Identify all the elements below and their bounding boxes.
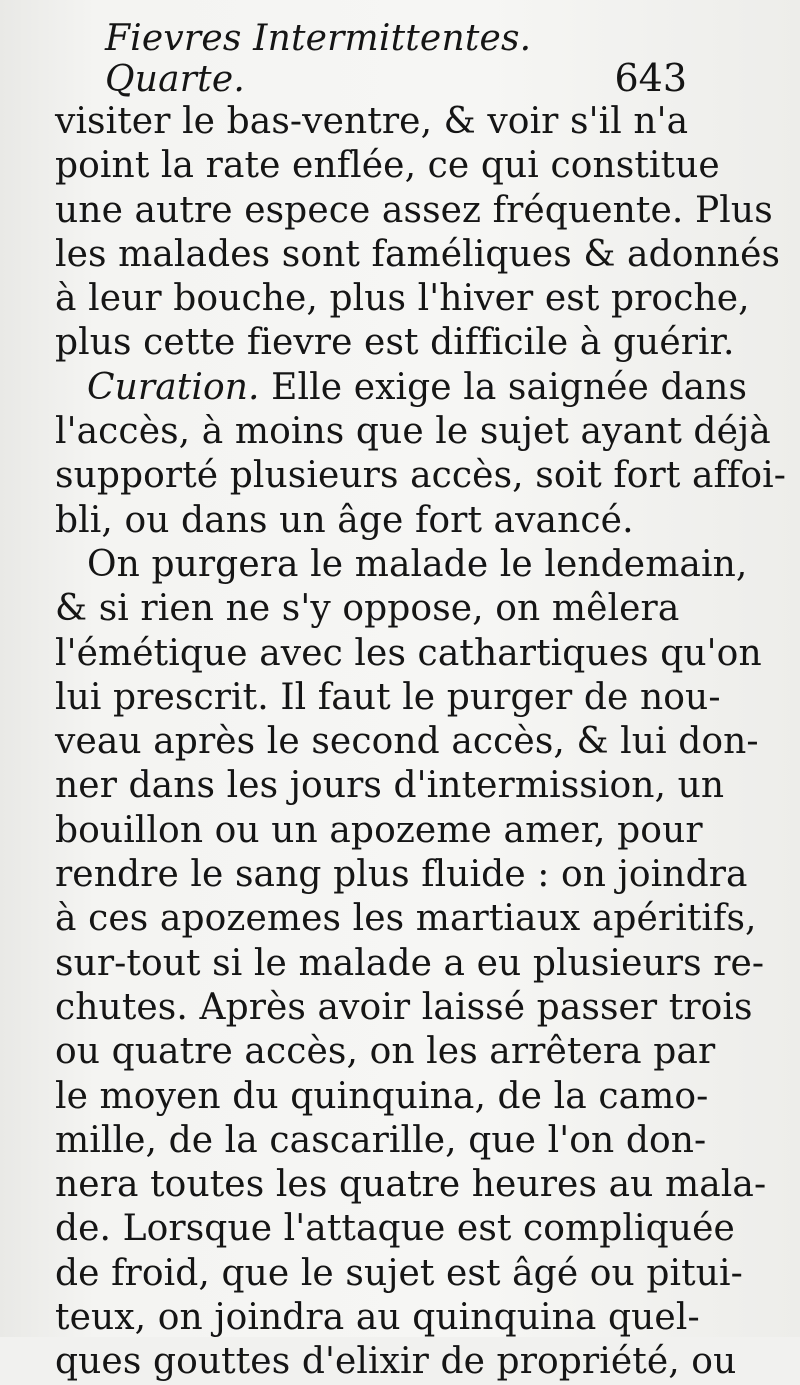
text-line: sur-tout si le malade a eu plusieurs re- — [55, 942, 765, 984]
text-line: plus cette fievre est difficile à guérir. — [55, 322, 735, 364]
text-line: bli, ou dans un âge fort avancé. — [55, 499, 634, 541]
running-title: Fievres Intermittentes. Quarte. — [105, 18, 532, 100]
text-line: lui prescrit. Il faut le purger de nou- — [55, 676, 721, 718]
text-line: de froid, que le sujet est âgé ou pitui- — [55, 1252, 743, 1294]
text-line: veau après le second accès, & lui don- — [55, 721, 759, 763]
text-line: une autre espece assez fréquente. Plus — [55, 189, 773, 231]
text-line: chutes. Après avoir laissé passer trois — [55, 986, 753, 1028]
text-line: point la rate enflée, ce qui constitue — [55, 145, 720, 187]
body-text — [55, 100, 787, 1385]
text-line: teux, on joindra au quinquina quel- — [55, 1297, 700, 1339]
text-line: supporté plusieurs accès, soit fort affoi- — [55, 455, 787, 497]
text-line: bouillon ou un apozeme amer, pour — [55, 809, 703, 851]
text-line: nera toutes les quatre heures au mala- — [55, 1164, 767, 1206]
text-line: le moyen du quinquina, de la camo- — [55, 1075, 709, 1117]
text-segment: Elle exige la saignée dans — [259, 366, 748, 408]
text-line: rendre le sang plus fluide : on joindra — [55, 854, 748, 896]
section-lead: Curation. — [87, 366, 260, 408]
text-line — [55, 366, 748, 410]
text-line: On purgera le malade le lendemain, — [87, 543, 748, 585]
text-line: les malades sont faméliques & adonnés — [55, 233, 781, 275]
text-line: mille, de la cascarille, que l'on don- — [55, 1119, 707, 1161]
page-number: 643 — [614, 56, 687, 100]
page-header — [105, 18, 687, 100]
text-line: l'accès, à moins que le sujet ayant déjà — [55, 411, 771, 453]
text-line: ques gouttes d'elixir de propriété, ou — [55, 1341, 737, 1383]
text-line: visiter le bas-ventre, & voir s'il n'a — [55, 101, 689, 142]
text-line: à ces apozemes les martiaux apéritifs, — [55, 898, 757, 940]
text-line: & si rien ne s'y oppose, on mêlera — [55, 588, 680, 630]
text-line: l'émétique avec les cathartiques qu'on — [55, 632, 762, 674]
text-line: de. Lorsque l'attaque est compliquée — [55, 1208, 735, 1250]
text-line: à leur bouche, plus l'hiver est proche, — [55, 278, 750, 320]
text-line: ner dans les jours d'intermission, un — [55, 765, 725, 807]
text-line: ou quatre accès, on les arrêtera par — [55, 1031, 716, 1073]
